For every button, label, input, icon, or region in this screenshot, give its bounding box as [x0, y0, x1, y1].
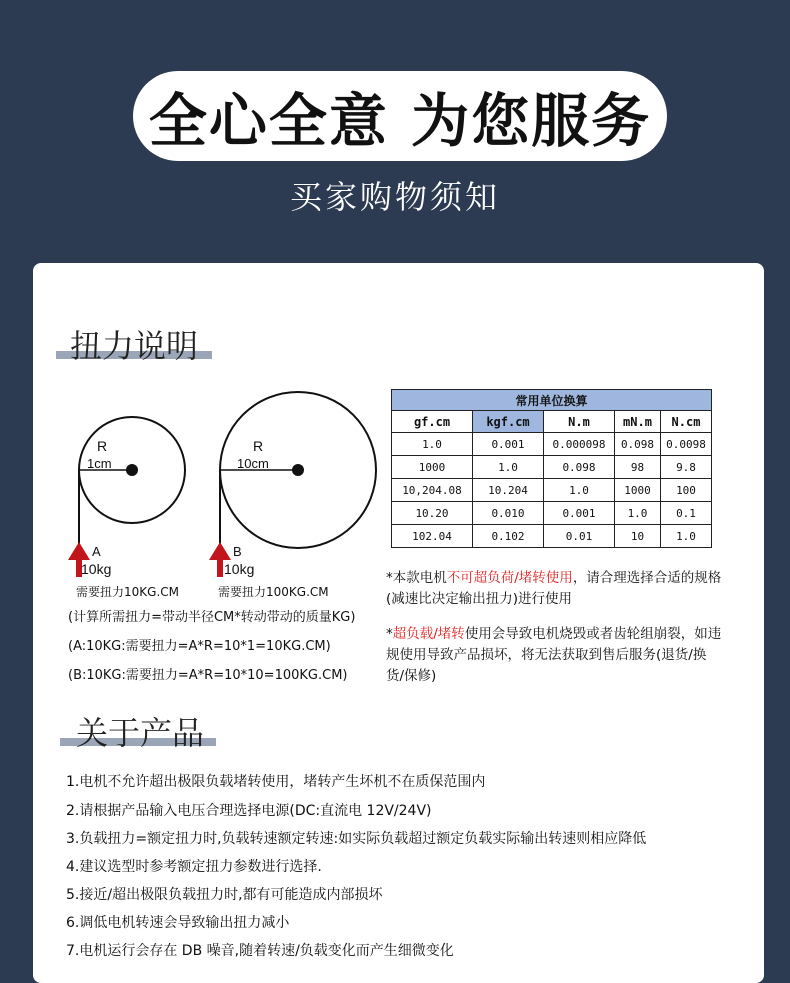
- slogan-banner: 全心全意 为您服务: [133, 71, 667, 161]
- unit-table-title: 常用单位换算: [392, 390, 712, 411]
- torque-diagram: [50, 375, 385, 585]
- table-cell: 1.0: [392, 433, 473, 456]
- notice-2-suffix: 使用会导致电机烧毁或者齿轮组崩裂，如违规使用导致产品损坏，将无法获取到售后服务(退货/换货/保修): [386, 626, 722, 684]
- table-row: [392, 456, 712, 479]
- arrow-a-icon: [68, 542, 90, 560]
- notice-1-prefix: *本款电机: [386, 570, 447, 586]
- table-header: N.cm: [661, 411, 712, 433]
- table-cell: 0.010: [473, 502, 544, 525]
- table-header: gf.cm: [392, 411, 473, 433]
- table-cell: 0.098: [544, 456, 615, 479]
- table-row: [392, 525, 712, 548]
- notice-stall: [386, 624, 722, 687]
- table-cell: 0.001: [473, 433, 544, 456]
- table-header: mN.m: [615, 411, 661, 433]
- table-cell: 1000: [392, 456, 473, 479]
- table-cell: 1.0: [615, 502, 661, 525]
- center-dot-a: [126, 464, 138, 476]
- radius-value-a: 1cm: [87, 456, 112, 471]
- table-row: [392, 433, 712, 456]
- table-cell: 0.098: [615, 433, 661, 456]
- table-cell: 10.20: [392, 502, 473, 525]
- point-label-b: B: [233, 544, 242, 559]
- table-cell: 98: [615, 456, 661, 479]
- notice-overload: [386, 568, 722, 610]
- table-cell: 100: [661, 479, 712, 502]
- table-cell: 1.0: [661, 525, 712, 548]
- list-item: 6.调低电机转速会导致输出扭力减小: [66, 915, 290, 931]
- table-cell: 10,204.08: [392, 479, 473, 502]
- center-dot-b: [292, 464, 304, 476]
- arrow-b-icon: [209, 542, 231, 560]
- table-header: kgf.cm: [473, 411, 544, 433]
- table-cell: 10.204: [473, 479, 544, 502]
- table-cell: 0.102: [473, 525, 544, 548]
- radius-label-b: R: [253, 438, 264, 454]
- torque-section-title: 扭力说明: [70, 327, 199, 365]
- table-cell: 0.001: [544, 502, 615, 525]
- radius-label-a: R: [97, 438, 108, 454]
- table-cell: 1000: [615, 479, 661, 502]
- mass-label-b: 10kg: [224, 561, 255, 577]
- notice-2-prefix: *: [386, 626, 393, 642]
- about-section-title: 关于产品: [76, 714, 205, 752]
- list-item: 7.电机运行会存在 DB 噪音,随着转速/负载变化而产生细微变化: [66, 943, 454, 959]
- table-cell: 0.0098: [661, 433, 712, 456]
- example-a: (A:10KG:需要扭力=A*R=10*1=10KG.CM): [68, 639, 331, 654]
- caption-b: 需要扭力100KG.CM: [218, 585, 329, 599]
- table-cell: 10: [615, 525, 661, 548]
- example-b: (B:10KG:需要扭力=A*R=10*10=100KG.CM): [68, 668, 348, 683]
- table-cell: 0.1: [661, 502, 712, 525]
- table-cell: 0.01: [544, 525, 615, 548]
- table-cell: 102.04: [392, 525, 473, 548]
- arrow-b-shaft: [217, 559, 223, 577]
- point-label-a: A: [92, 544, 101, 559]
- table-header: N.m: [544, 411, 615, 433]
- list-item: 4.建议选型时参考额定扭力参数进行选择.: [66, 859, 322, 875]
- table-row: [392, 479, 712, 502]
- mass-label-a: 10kg: [81, 561, 112, 577]
- unit-conversion-table: [391, 389, 712, 548]
- list-item: 5.接近/超出极限负载扭力时,都有可能造成内部损坏: [66, 887, 383, 903]
- table-cell: 1.0: [473, 456, 544, 479]
- notice-1-suffix: ，请合理选择合适的规格(减速比决定输出扭力)进行使用: [386, 570, 722, 607]
- radius-value-b: 10cm: [237, 456, 269, 471]
- caption-a: 需要扭力10KG.CM: [76, 585, 179, 599]
- table-cell: 9.8: [661, 456, 712, 479]
- table-cell: 0.000098: [544, 433, 615, 456]
- list-item: 1.电机不允许超出极限负载堵转使用，堵转产生坏机不在质保范围内: [66, 774, 486, 790]
- page-subtitle: 买家购物须知: [289, 178, 500, 216]
- list-item: 2.请根据产品输入电压合理选择电源(DC:直流电 12V/24V): [66, 803, 432, 819]
- notice-2-warning: 超负载/堵转: [392, 626, 465, 642]
- list-item: 3.负载扭力=额定扭力时,负载转速额定转速:如实际负载超过额定负载实际输出转速则相应降低: [66, 831, 647, 847]
- table-cell: 1.0: [544, 479, 615, 502]
- formula-note: (计算所需扭力=带动半径CM*转动带动的质量KG): [68, 610, 356, 625]
- table-row: [392, 502, 712, 525]
- notice-1-warning: 不可超负荷/堵转使用: [446, 570, 573, 586]
